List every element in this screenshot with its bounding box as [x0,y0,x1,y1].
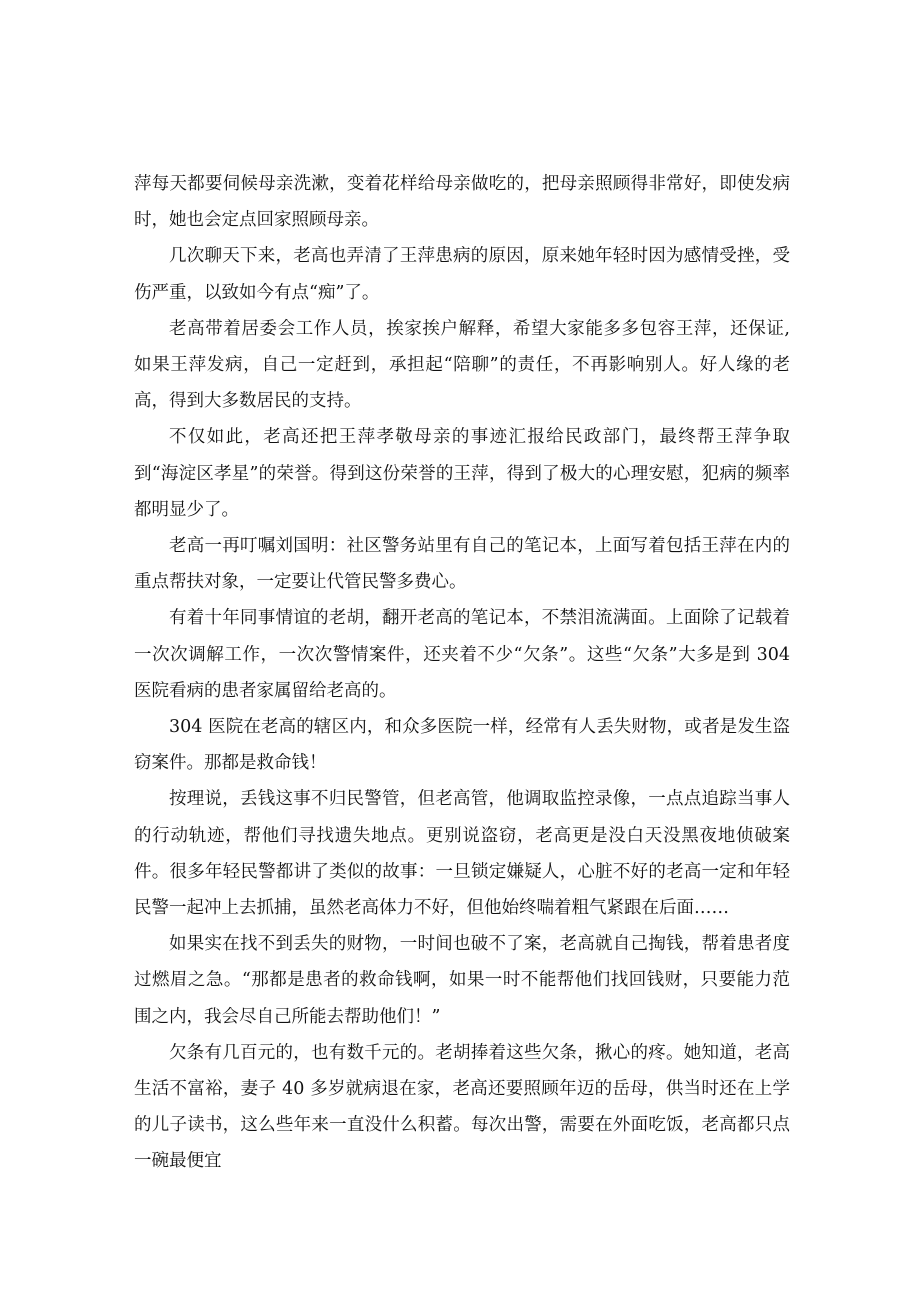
paragraph: 如果实在找不到丢失的财物，一时间也破不了案，老高就自己掏钱，帮着患者度过燃眉之急。“那都是患者的救命钱啊，如果一时不能帮他们找回钱财，只要能力范围之内，我会尽自己所能去帮助他们！” [134,934,790,1027]
paragraph: 304 医院在老高的辖区内，和众多医院一样，经常有人丢失财物，或者是发生盗窃案件。那都是救命钱！ [134,717,790,774]
paragraph: 欠条有几百元的，也有数千元的。老胡捧着这些欠条，揪心的疼。她知道，老高生活不富裕，妻子 40 多岁就病退在家，老高还要照顾年迈的岳母，供当时还在上学的儿子读书，这么些年来一直没什么积蓄。每次出警，需要在外面吃饭，老高都只点一碗最便宜 [134,1042,790,1172]
paragraph: 萍每天都要伺候母亲洗漱，变着花样给母亲做吃的，把母亲照顾得非常好，即使发病时，她也会定点回家照顾母亲。 [134,174,790,231]
article-body [134,166,790,1180]
paragraph: 老高一再叮嘱刘国明：社区警务站里有自己的笔记本，上面写着包括王萍在内的重点帮扶对象，一定要让代管民警多费心。 [134,536,790,593]
paragraph: 有着十年同事情谊的老胡，翻开老高的笔记本，不禁泪流满面。上面除了记载着一次次调解工作，一次次警情案件，还夹着不少“欠条”。这些“欠条”大多是到 304 医院看病的患者家属留给老高的。 [134,608,790,701]
paragraph: 老高带着居委会工作人员，挨家挨户解释，希望大家能多多包容王萍，还保证, 如果王萍发病，自己一定赶到，承担起“陪聊”的责任，不再影响别人。好人缘的老高，得到大多数居民的支持。 [134,318,790,412]
paragraph: 不仅如此，老高还把王萍孝敬母亲的事迹汇报给民政部门，最终帮王萍争取到“海淀区孝星”的荣誉。得到这份荣誉的王萍，得到了极大的心理安慰，犯病的频率都明显少了。 [134,427,790,520]
paragraph: 几次聊天下来，老高也弄清了王萍患病的原因，原来她年轻时因为感情受挫，受伤严重，以致如今有点“痴”了。 [134,246,790,303]
paragraph: 按理说，丢钱这事不归民警管，但老高管，他调取监控录像，一点点追踪当事人的行动轨迹，帮他们寻找遗失地点。更别说盗窃，老高更是没白天没黑夜地侦破案件。很多年轻民警都讲了类似的故事：一旦锁定嫌疑人，心脏不好的老高一定和年轻民警一起冲上去抓捕，虽然老高体力不好，但他始终喘着粗气紧跟在后面…… [134,789,790,919]
